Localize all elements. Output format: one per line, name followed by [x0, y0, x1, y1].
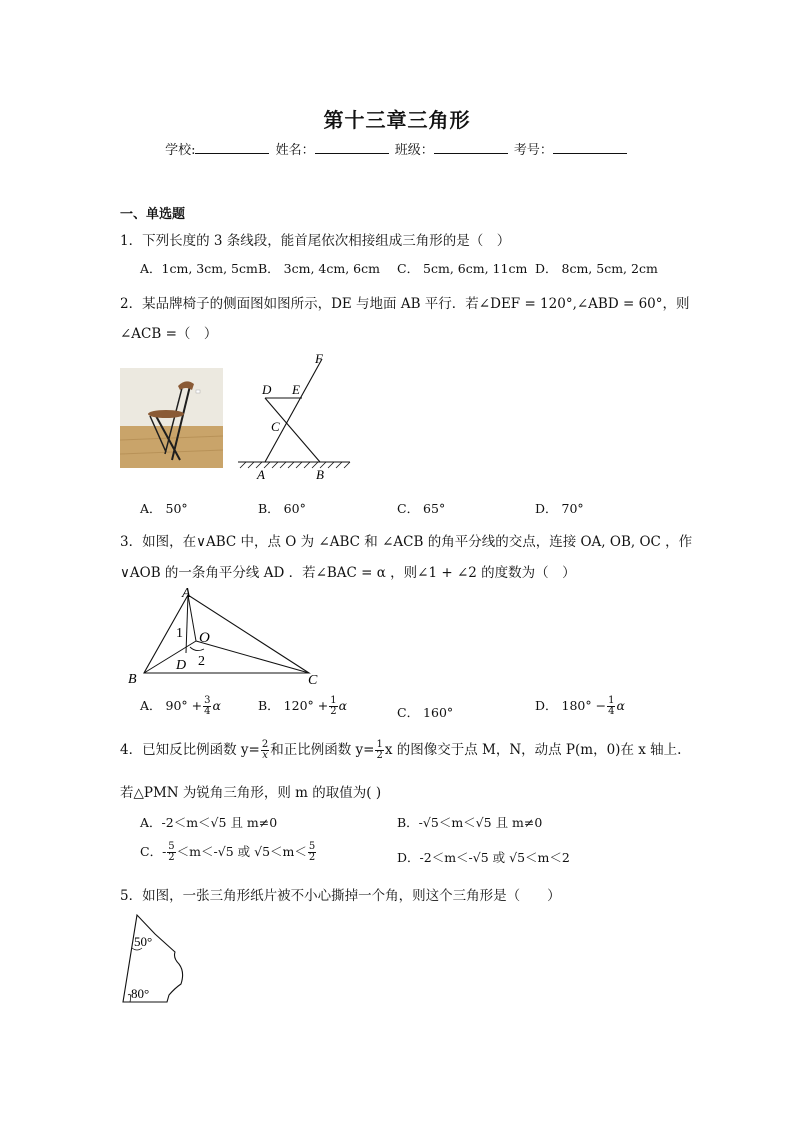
class-blank [434, 141, 508, 154]
q3-b-prefix: B． 120° + [258, 698, 329, 713]
page-title: 第十三章三角形 [323, 108, 471, 132]
name-label: 姓名： [275, 143, 315, 158]
angle-50-label: 50° [134, 934, 153, 949]
q4-c-numerator-2: 5 [308, 841, 316, 852]
q3-option-a [140, 696, 221, 717]
q3-a-alpha: α [212, 698, 221, 713]
label-c: C [308, 673, 318, 688]
section-heading: 一、单选题 [120, 207, 186, 222]
school-blank [195, 141, 269, 154]
q3-b-numerator: 1 [330, 695, 337, 706]
q1-option-a: A．1cm, 3cm, 5cm [140, 261, 258, 276]
torn-triangle-diagram [115, 912, 190, 1007]
name-blank [315, 141, 389, 154]
label-c: C [271, 419, 280, 434]
q3-d-fraction [607, 696, 615, 717]
q4-f2-denominator: 2 [376, 750, 383, 761]
label-b: B [316, 467, 324, 482]
q2-option-c: C． 65° [397, 501, 446, 516]
q1-option-c: C． 5cm, 6cm, 11cm [397, 261, 528, 276]
q3-b-fraction [329, 696, 337, 717]
q3-a-fraction [203, 696, 211, 717]
q4-text-suffix: x 的图像交于点 M，N，动点 P(m，0)在 x 轴上. [384, 742, 682, 758]
segment-ao [188, 595, 196, 641]
question-5: 5．如图，一张三角形纸片被不小心撕掉一个角，则这个三角形是（ ） [120, 888, 561, 904]
q4-c-denominator-1: 2 [168, 852, 175, 863]
q2-option-a: A． 50° [140, 501, 188, 516]
q4-fraction-1 [261, 740, 269, 761]
question-3-line-2: ∨AOB 的一条角平分线 AD ．若∠BAC = α ，则∠1 + ∠2 的度数为（ ） [120, 565, 576, 581]
q4-text-prefix: 4．已知反比例函数 y= [120, 742, 260, 758]
number-label: 考号： [513, 143, 553, 158]
q4-f1-denominator: x [262, 750, 268, 761]
student-info [0, 139, 794, 158]
segment-oc [196, 641, 309, 673]
question-1: 1．下列长度的 3 条线段，能首尾依次相接组成三角形的是（ ） [120, 233, 511, 249]
q4-c-fraction-1 [167, 842, 175, 863]
q4-f2-numerator: 1 [376, 739, 383, 750]
label-o: O [199, 630, 210, 646]
q4-option-b: B．-√5＜m＜√5 且 m≠0 [397, 815, 543, 830]
angle-1-label: 1 [176, 626, 183, 641]
q3-d-denominator: 4 [608, 706, 615, 717]
segment-af [265, 359, 322, 462]
label-a: A [257, 467, 265, 482]
q3-option-d [535, 696, 625, 717]
question-4-line-2: 若△PMN 为锐角三角形，则 m 的取值为( ) [120, 785, 382, 801]
q3-b-denominator: 2 [330, 706, 337, 717]
triangle-abc-diagram [124, 585, 329, 690]
segment-bo [144, 641, 196, 673]
label-f: F [315, 351, 323, 366]
q2-option-b: B． 60° [258, 501, 306, 516]
label-b: B [128, 672, 137, 687]
q4-option-a: A．-2＜m＜√5 且 m≠0 [140, 815, 278, 830]
number-blank [553, 141, 627, 154]
q2-option-d: D． 70° [535, 501, 584, 516]
question-3-line-1: 3．如图，在∨ABC 中，点 O 为 ∠ABC 和 ∠ACB 的角平分线的交点，连接 OA, OB, OC ，作 [120, 534, 693, 550]
q4-c-numerator-1: 5 [168, 841, 175, 852]
chair-photo [120, 368, 223, 468]
q3-d-numerator: 1 [608, 695, 615, 706]
q3-option-b [258, 696, 347, 717]
q3-b-alpha: α [338, 698, 348, 713]
school-label: 学校: [165, 143, 196, 158]
question-2-line-2: ∠ACB =（ ） [120, 326, 218, 342]
triangle-abc [144, 595, 309, 673]
q4-option-c [140, 842, 317, 863]
q3-option-c: C． 160° [397, 705, 454, 720]
q4-c-middle: ＜m＜-√5 或 √5＜m＜ [176, 844, 307, 859]
question-2-line-1: 2．某品牌椅子的侧面图如图所示，DE 与地面 AB 平行．若∠DEF = 120°,∠ABD = 60°，则 [120, 296, 690, 312]
q3-d-prefix: D． 180° − [535, 698, 607, 713]
label-d: D [262, 382, 272, 397]
q4-f1-numerator: 2 [261, 739, 269, 750]
segment-ad [186, 595, 188, 653]
q4-c-denominator-2: 2 [308, 852, 316, 863]
class-label: 班级： [394, 143, 434, 158]
label-e: E [292, 382, 300, 397]
chair-diagram [230, 345, 360, 485]
angle-2-label: 2 [198, 654, 205, 669]
chair-photo-image [120, 368, 223, 468]
q1-option-d: D． 8cm, 5cm, 2cm [535, 261, 658, 276]
label-a: A [182, 586, 191, 601]
q1-option-b: B． 3cm, 4cm, 6cm [258, 261, 380, 276]
q4-c-prefix: C．- [140, 844, 167, 859]
q3-a-denominator: 4 [204, 706, 211, 717]
label-d: D [176, 658, 187, 673]
q4-c-fraction-2 [308, 842, 316, 863]
question-4-line-1 [120, 738, 681, 761]
angle-2-arc [190, 647, 204, 651]
q4-option-d: D．-2＜m＜-√5 或 √5＜m＜2 [397, 850, 570, 865]
q4-text-middle: 和正比例函数 y= [270, 742, 375, 758]
angle-80-label: 80° [131, 986, 150, 1001]
q3-a-numerator: 3 [204, 695, 211, 706]
q3-a-prefix: A． 90° + [140, 698, 203, 713]
q4-fraction-2 [375, 740, 383, 761]
q3-d-alpha: α [616, 698, 625, 713]
